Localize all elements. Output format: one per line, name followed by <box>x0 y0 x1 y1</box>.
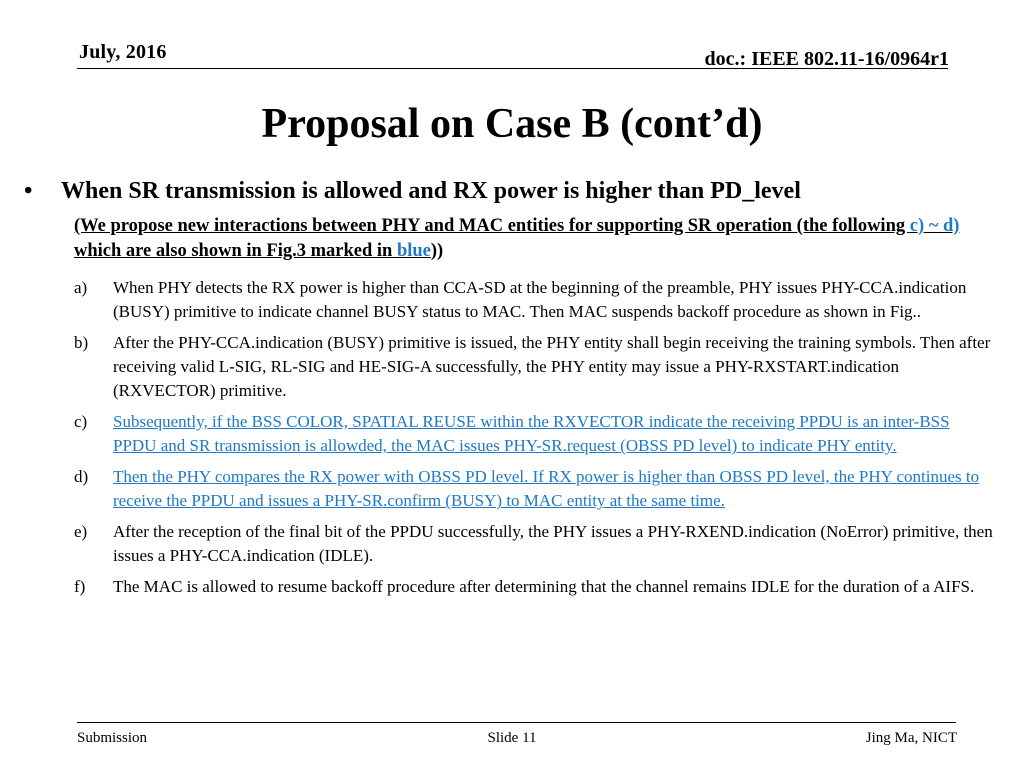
footer-divider <box>77 722 956 723</box>
header-doc-id: doc.: IEEE 802.11-16/0964r1 <box>704 48 949 70</box>
list-item-label: e) <box>74 521 88 541</box>
main-bullet <box>24 176 1004 206</box>
intro-part3: )) <box>430 240 444 261</box>
list-item-highlighted <box>74 465 994 514</box>
footer-submission: Submission <box>77 730 148 746</box>
bullet-marker: • <box>24 178 33 204</box>
main-bullet-text: When SR transmission is allowed and RX power is higher than PD_level <box>61 178 801 204</box>
intro-highlight-items: c) ~ d) <box>909 216 960 236</box>
footer-author: Jing Ma, NICT <box>865 730 957 746</box>
list-item-text: Then the PHY compares the RX power with OBSS PD level. If RX power is higher than OBSS PD level, the PHY continues to receive the PPDU and issues a PHY-SR.confirm (BUSY) to MAC entity at the same time. <box>113 466 980 511</box>
intro-paragraph <box>74 214 1009 263</box>
list-item <box>74 331 994 404</box>
intro-highlight-color: blue <box>396 240 431 261</box>
list-item-label: c) <box>74 412 88 432</box>
list-item-label: a) <box>74 278 88 297</box>
procedure-list <box>74 276 994 605</box>
list-item-text: After the reception of the final bit of the PPDU successfully, the PHY issues a PHY-RXEND.indication (NoError) primitive, then issues a PHY-CCA.indication (IDLE). <box>113 521 993 566</box>
list-item-label: f) <box>74 576 86 596</box>
list-item-text: The MAC is allowed to resume backoff procedure after determining that the channel remains IDLE for the duration of a AIFS. <box>113 576 975 596</box>
footer-slide-number: Slide 11 <box>487 730 537 746</box>
intro-part2: which are also shown in Fig.3 marked in <box>74 240 397 261</box>
list-item <box>74 276 994 325</box>
list-item-text: After the PHY-CCA.indication (BUSY) primitive is issued, the PHY entity shall begin receiving the training symbols. Then after receiving valid L-SIG, RL-SIG and HE-SIG-A successfully, the PHY entity may issue a PHY-RXSTART.indication (RXVECTOR) primitive. <box>113 332 991 401</box>
list-item <box>74 575 994 599</box>
list-item-label: d) <box>74 466 89 486</box>
list-item-text: When PHY detects the RX power is higher than CCA-SD at the beginning of the preamble, PHY issues PHY-CCA.indication (BUSY) primitive to indicate channel BUSY status to MAC. Then MAC suspends backoff procedure as shown in Fig.. <box>113 278 967 322</box>
header-date: July, 2016 <box>79 41 167 63</box>
list-item <box>74 520 994 569</box>
list-item-highlighted <box>74 410 994 459</box>
list-item-text: Subsequently, if the BSS COLOR, SPATIAL REUSE within the RXVECTOR indicate the receiving PPDU is an inter-BSS PPDU and SR transmission is allowded, the MAC issues PHY-SR.request (OBSS PD level) to indicate PHY entity. <box>113 412 950 456</box>
list-item-label: b) <box>74 332 89 352</box>
intro-part1: (We propose new interactions between PHY and MAC entities for supporting SR operation (the following <box>74 216 910 236</box>
header-divider <box>77 68 948 69</box>
slide-title: Proposal on Case B (cont’d) <box>261 101 763 147</box>
